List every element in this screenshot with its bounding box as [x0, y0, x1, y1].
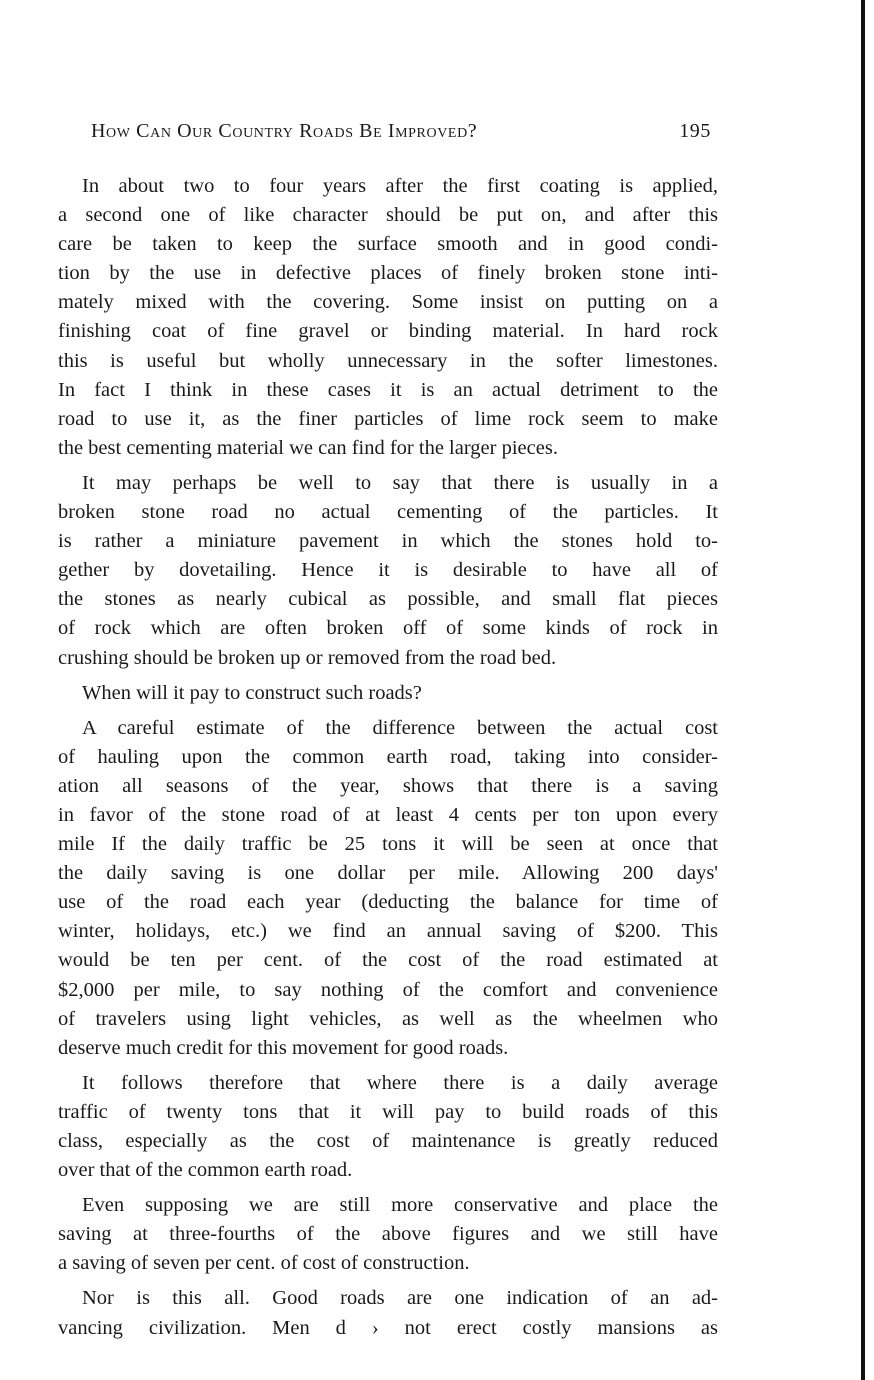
page-number: 195	[679, 120, 711, 142]
paragraph-2	[58, 469, 718, 673]
text-line: the stones as nearly cubical as possible, and small flat pieces	[58, 588, 718, 611]
text-line: a second one of like character should be put on, and after this	[58, 204, 718, 227]
text-line: traffic of twenty tons that it will pay to build roads of this	[58, 1100, 718, 1123]
text-line: In about two to four years after the first coating is applied,	[82, 175, 718, 197]
text-line: It follows therefore that where there is a daily average	[82, 1071, 718, 1094]
text-line: Even supposing we are still more conservative and place the	[82, 1194, 718, 1217]
text-line: road to use it, as the finer particles of lime rock seem to make	[58, 407, 718, 430]
text-line: tion by the use in defective places of finely broken stone inti-	[58, 262, 718, 285]
text-line: is rather a miniature pavement in which the stones hold to-	[58, 530, 718, 553]
text-line: mile If the daily traffic be 25 tons it will be seen at once that	[58, 833, 718, 856]
text-line: care be taken to keep the surface smooth and in good condi-	[58, 233, 718, 256]
text-line: use of the road each year (deducting the balance for time of	[58, 891, 718, 914]
text-line: a saving of seven per cent. of cost of construction.	[58, 1252, 470, 1275]
text-line: broken stone road no actual cementing of the particles. It	[58, 501, 718, 524]
text-line: deserve much credit for this movement for good roads.	[58, 1036, 509, 1059]
paragraph-4	[58, 714, 718, 1063]
text-line: over that of the common earth road.	[58, 1159, 353, 1182]
text-line: It may perhaps be well to say that there is usually in a	[82, 471, 718, 494]
text-line: mately mixed with the covering. Some insist on putting on a	[58, 291, 718, 314]
text-line: vancing civilization. Men d › not erect costly mansions as	[58, 1316, 718, 1339]
text-line: this is useful but wholly unnecessary in the softer limestones.	[58, 349, 718, 372]
running-head-title: How Can Our Country Roads Be Improved?	[91, 120, 478, 142]
text-line: crushing should be broken up or removed from the road bed.	[58, 646, 557, 669]
text-line: When will it pay to construct such roads?	[82, 681, 422, 704]
text-line: of rock which are often broken off of some kinds of rock in	[58, 617, 718, 640]
paragraph-3	[58, 679, 718, 708]
paragraph-6	[58, 1191, 718, 1278]
paragraph-1	[58, 172, 718, 463]
text-line: of travelers using light vehicles, as well as the wheelmen who	[58, 1007, 718, 1030]
text-line: class, especially as the cost of maintenance is greatly reduced	[58, 1130, 718, 1152]
text-line: the daily saving is one dollar per mile. Allowing 200 days'	[58, 862, 718, 885]
text-line: gether by dovetailing. Hence it is desirable to have all of	[58, 559, 718, 582]
body-text	[58, 172, 718, 1349]
text-line: of hauling upon the common earth road, taking into consider-	[58, 745, 718, 768]
text-line: the best cementing material we can find for the larger pieces.	[58, 436, 558, 459]
text-line: ation all seasons of the year, shows that there is a saving	[58, 774, 718, 797]
text-line: would be ten per cent. of the cost of the road estimated at	[58, 949, 718, 972]
paragraph-5	[58, 1069, 718, 1185]
text-line: saving at three-fourths of the above figures and we still have	[58, 1223, 718, 1246]
text-line: Nor is this all. Good roads are one indication of an ad-	[82, 1287, 718, 1310]
paragraph-7	[58, 1284, 718, 1342]
text-line: In fact I think in these cases it is an actual detriment to the	[58, 378, 718, 401]
text-line: A careful estimate of the difference between the actual cost	[82, 716, 718, 739]
running-head	[91, 120, 711, 143]
text-line: $2,000 per mile, to say nothing of the comfort and convenience	[58, 978, 718, 1001]
text-line: winter, holidays, etc.) we find an annual saving of $200. This	[58, 920, 718, 943]
text-line: in favor of the stone road of at least 4 cents per ton upon every	[58, 803, 718, 826]
page-edge-line	[861, 0, 865, 1380]
text-line: finishing coat of fine gravel or binding material. In hard rock	[58, 320, 718, 343]
